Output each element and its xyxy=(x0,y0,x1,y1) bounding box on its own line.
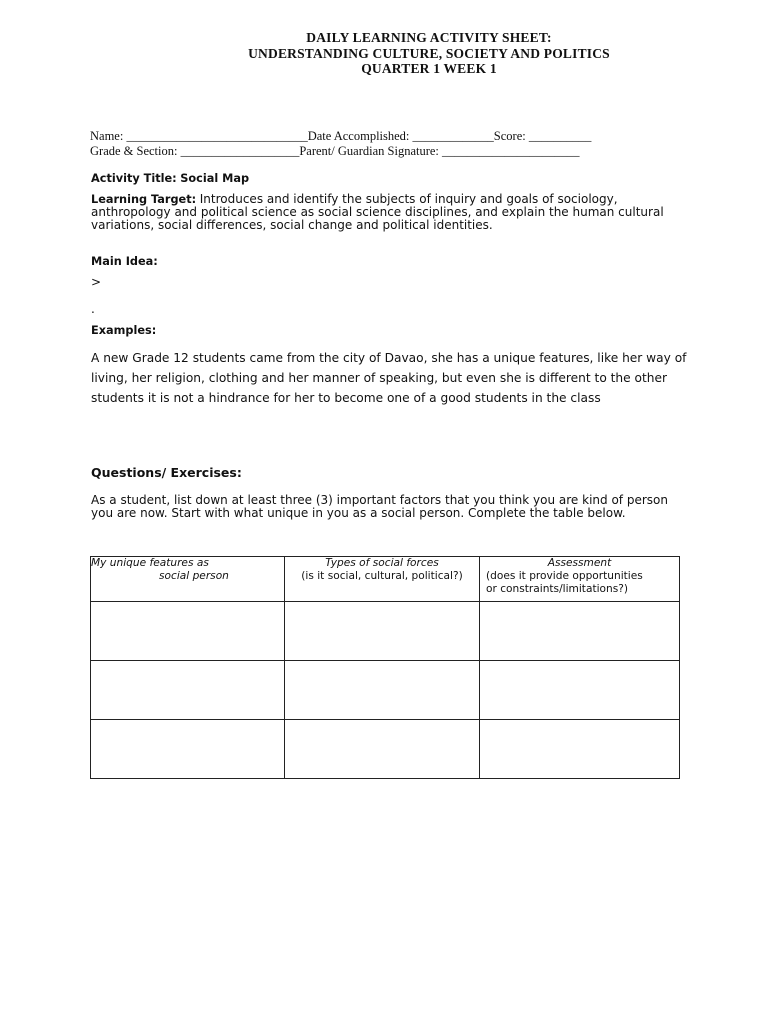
table-cell[interactable] xyxy=(285,720,480,779)
header-line-2: UNDERSTANDING CULTURE, SOCIETY AND POLITICS xyxy=(248,45,610,61)
document-header xyxy=(0,30,768,77)
main-idea-bullet: > xyxy=(91,275,102,289)
header-assessment-line3: or constraints/limitations?) xyxy=(486,583,629,595)
table-cell[interactable] xyxy=(91,602,285,661)
table-cell[interactable] xyxy=(480,720,680,779)
examples-text: A new Grade 12 students came from the city of Davao, she has a unique features, like her way of living, her religion, clothing and her manner of speaking, but even she is different to the other students it is not a hindrance for her to become one of a good students in the class xyxy=(91,351,687,405)
questions-instruction: As a student, list down at least three (3) important factors that you think you are kind of person you are now. Start with what unique in you as a social person. Complete the table below. xyxy=(91,493,668,520)
table-header-row xyxy=(91,557,680,602)
info-row-grade-signature[interactable]: Grade & Section: ___________________Parent/ Guardian Signature: ______________________ xyxy=(90,143,580,158)
examples-label: Examples: xyxy=(91,324,157,337)
learning-target-label: Learning Target: xyxy=(91,193,197,206)
table-cell[interactable] xyxy=(91,720,285,779)
header-assessment xyxy=(480,557,680,602)
table-row xyxy=(91,661,680,720)
table-cell[interactable] xyxy=(91,661,285,720)
questions-title: Questions/ Exercises: xyxy=(91,465,242,480)
table-row xyxy=(91,602,680,661)
table-cell[interactable] xyxy=(480,661,680,720)
header-social-forces xyxy=(285,557,480,602)
main-idea-label: Main Idea: xyxy=(91,255,158,268)
header-line-3: QUARTER 1 WEEK 1 xyxy=(361,61,497,76)
table-cell[interactable] xyxy=(285,661,480,720)
table-cell[interactable] xyxy=(480,602,680,661)
header-unique-features xyxy=(91,557,285,602)
header-assessment-line2: (does it provide opportunities xyxy=(486,570,643,582)
learning-target-text: Introduces and identify the subjects of inquiry and goals of sociology, anthropology and political science as social science disciplines, and explain the human cultural variations, social differences, social change and political identities. xyxy=(91,192,664,232)
info-row-name-date-score[interactable]: Name: _____________________________Date Accomplished: _____________Score: __________ xyxy=(90,129,592,143)
header-unique-features-line2: social person xyxy=(159,570,229,582)
social-map-table xyxy=(90,556,680,779)
table-row xyxy=(91,720,680,779)
header-line-1: DAILY LEARNING ACTIVITY SHEET: xyxy=(306,30,552,45)
main-idea-dot: . xyxy=(91,302,95,316)
student-info xyxy=(90,129,591,158)
activity-title xyxy=(91,172,683,185)
activity-title-value: Social Map xyxy=(180,172,250,185)
table-cell[interactable] xyxy=(285,602,480,661)
activity-title-label: Activity Title: xyxy=(91,172,177,185)
header-unique-features-line1: My unique features as xyxy=(91,557,209,569)
header-assessment-line1: Assessment xyxy=(547,557,612,569)
header-social-forces-line2: (is it social, cultural, political?) xyxy=(301,570,463,582)
learning-target xyxy=(91,193,683,232)
header-social-forces-line1: Types of social forces xyxy=(325,557,439,569)
